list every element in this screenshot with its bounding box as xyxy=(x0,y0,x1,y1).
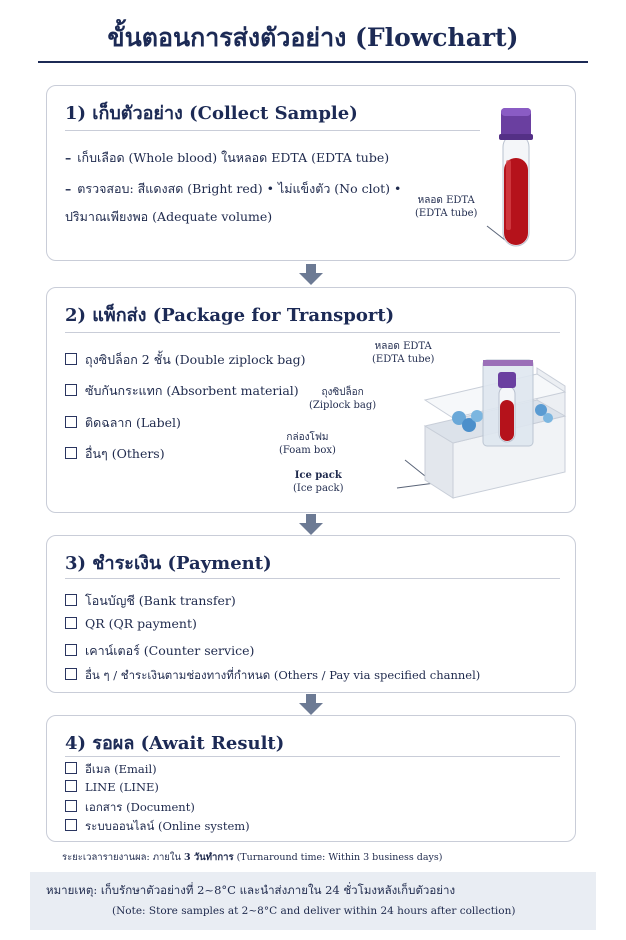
checkbox-icon[interactable] xyxy=(65,762,77,774)
note-thai: หมายเหตุ: เก็บรักษาตัวอย่างที่ 2~8°C และนำส่งภายใน 24 ชั่วโมงหลังเก็บตัวอย่าง xyxy=(46,883,456,897)
step3-item: อื่น ๆ / ชำระเงินตามช่องทางที่กำหนด (Others / Pay via specified channel) xyxy=(65,667,480,685)
checkbox-icon[interactable] xyxy=(65,644,77,656)
checkbox-icon[interactable] xyxy=(65,668,77,680)
checkbox-icon[interactable] xyxy=(65,416,77,428)
step3-card xyxy=(46,535,576,693)
step1-title: 1) เก็บตัวอย่าง (Collect Sample) xyxy=(65,103,358,124)
step4-item: LINE (LINE) xyxy=(65,780,159,794)
step2-ice-label: Ice pack (Ice pack) xyxy=(293,470,344,494)
checkbox-icon[interactable] xyxy=(65,819,77,831)
turnaround-footnote: ระยะเวลารายงานผล: ภายใน 3 วันทำการ (Turnaround time: Within 3 business days) xyxy=(62,852,443,863)
step3-title: 3) ชำระเงิน (Payment) xyxy=(65,553,272,574)
step3-item: QR (QR payment) xyxy=(65,616,197,631)
step4-item: ระบบออนไลน์ (Online system) xyxy=(65,818,250,836)
step4-card xyxy=(46,715,576,842)
step3-item: โอนบัญชี (Bank transfer) xyxy=(65,591,236,611)
step1-line1: – เก็บเลือด (Whole blood) ในหลอด EDTA (EDTA tube) xyxy=(65,150,390,165)
down-arrow-icon xyxy=(299,514,323,536)
title-divider xyxy=(38,61,588,63)
step4-item: เอกสาร (Document) xyxy=(65,799,195,817)
note-english: (Note: Store samples at 2~8°C and deliver within 24 hours after collection) xyxy=(112,905,516,917)
step4-title: 4) รอผล (Await Result) xyxy=(65,733,285,754)
page-title: ขั้นตอนการส่งตัวอย่าง (Flowchart) xyxy=(107,23,519,52)
step2-item: ซับกันกระแทก (Absorbent material) xyxy=(65,381,299,401)
step1-divider xyxy=(65,130,480,131)
checkbox-icon[interactable] xyxy=(65,780,77,792)
step1-line3: ปริมาณเพียงพอ (Adequate volume) xyxy=(65,209,273,224)
step4-item: อีเมล (Email) xyxy=(65,761,157,779)
step2-card xyxy=(46,287,576,513)
step2-item: ถุงซิปล็อก 2 ชั้น (Double ziplock bag) xyxy=(65,350,306,370)
edta-tube-icon xyxy=(477,100,547,255)
checkbox-icon[interactable] xyxy=(65,800,77,812)
step1-card xyxy=(46,85,576,261)
step3-item: เคาน์เตอร์ (Counter service) xyxy=(65,641,254,661)
step2-title: 2) แพ็กส่ง (Package for Transport) xyxy=(65,305,395,326)
checkbox-icon[interactable] xyxy=(65,447,77,459)
foam-box-icon xyxy=(365,348,570,508)
step2-item: ติดฉลาก (Label) xyxy=(65,413,181,433)
step3-divider xyxy=(65,578,560,579)
step2-divider xyxy=(65,332,560,333)
step1-tube-label: หลอด EDTA (EDTA tube) xyxy=(415,195,478,219)
step4-divider xyxy=(65,756,560,757)
step2-box-label: กล่องโฟม (Foam box) xyxy=(279,432,336,456)
step1-line2: – ตรวจสอบ: สีแดงสด (Bright red) • ไม่แข็งตัว (No clot) • xyxy=(65,181,402,196)
checkbox-icon[interactable] xyxy=(65,353,77,365)
step2-item: อื่นๆ (Others) xyxy=(65,444,165,464)
down-arrow-icon xyxy=(299,264,323,286)
step2-tube-label: หลอด EDTA (EDTA tube) xyxy=(372,341,435,365)
storage-note xyxy=(30,872,596,930)
checkbox-icon[interactable] xyxy=(65,384,77,396)
down-arrow-icon xyxy=(299,694,323,716)
checkbox-icon[interactable] xyxy=(65,617,77,629)
step2-bag-label: ถุงซิปล็อก (Ziplock bag) xyxy=(309,387,377,411)
checkbox-icon[interactable] xyxy=(65,594,77,606)
